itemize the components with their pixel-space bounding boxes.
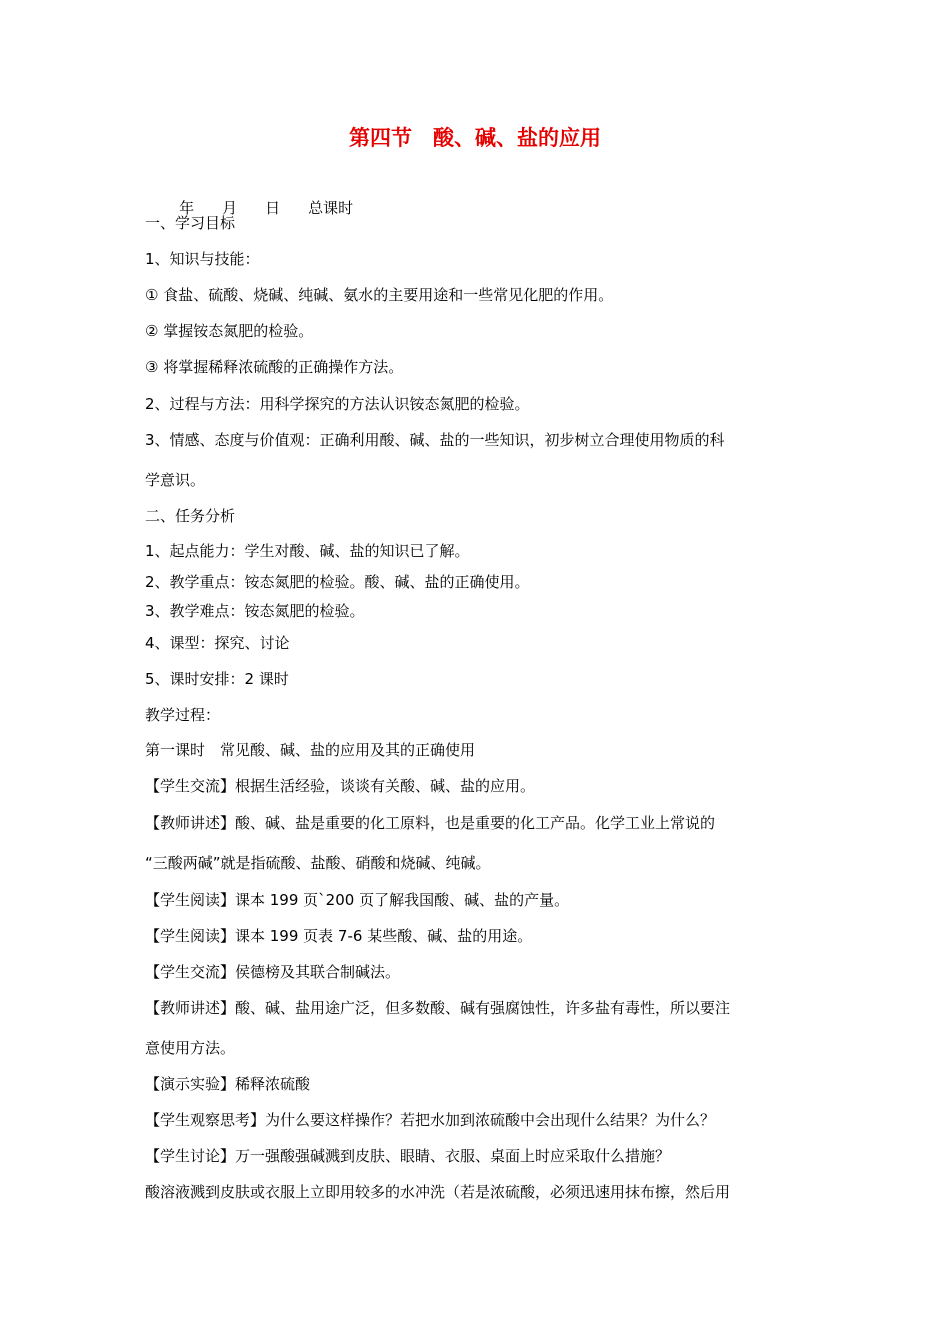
paragraph-line: 酸溶液溅到皮肤或衣服上立即用较多的水冲洗（若是浓硫酸，必须迅速用抹布擦，然后用: [145, 1183, 731, 1201]
paragraph-line: 2、过程与方法：用科学探究的方法认识铵态氮肥的检验。: [145, 395, 530, 413]
paragraph-line: 3、情感、态度与价值观：正确利用酸、碱、盐的一些知识，初步树立合理使用物质的科: [145, 431, 725, 449]
date-month-label: 月: [222, 199, 238, 217]
paragraph-line: ① 食盐、硫酸、烧碱、纯碱、氨水的主要用途和一些常见化肥的作用。: [145, 286, 614, 304]
paragraph-line: 【演示实验】稀释浓硫酸: [145, 1075, 311, 1093]
paragraph-line: 5、课时安排：2 课时: [145, 670, 289, 688]
paragraph-line: 【学生交流】根据生活经验，谈谈有关酸、碱、盐的应用。: [145, 777, 536, 795]
page-title: 第四节 酸、碱、盐的应用: [349, 126, 601, 150]
paragraph-line: 【教师讲述】酸、碱、盐是重要的化工原料，也是重要的化工产品。化学工业上常说的: [145, 814, 716, 832]
paragraph-line: 【学生交流】侯德榜及其联合制碱法。: [145, 963, 401, 981]
section-heading-objectives: 一、学习目标: [145, 214, 236, 232]
paragraph-line: 【学生阅读】课本 199 页`200 页了解我国酸、碱、盐的产量。: [145, 891, 570, 909]
paragraph-line: ③ 将掌握稀释浓硫酸的正确操作方法。: [145, 358, 404, 376]
paragraph-line: 【学生讨论】万一强酸强碱溅到皮肤、眼睛、衣服、桌面上时应采取什么措施？: [145, 1147, 671, 1165]
paragraph-line: 3、教学难点：铵态氮肥的检验。: [145, 602, 365, 620]
paragraph-line: ② 掌握铵态氮肥的检验。: [145, 322, 314, 340]
paragraph-line: 2、教学重点：铵态氮肥的检验。酸、碱、盐的正确使用。: [145, 573, 530, 591]
paragraph-line: 1、起点能力：学生对酸、碱、盐的知识已了解。: [145, 542, 470, 560]
date-year-label: 年: [179, 199, 195, 217]
paragraph-line: 【教师讲述】酸、碱、盐用途广泛，但多数酸、碱有强腐蚀性，许多盐有毒性，所以要注: [145, 999, 731, 1017]
paragraph-line: 学意识。: [145, 471, 206, 489]
paragraph-line: 4、课型：探究、讨论: [145, 634, 290, 652]
date-day-label: 日: [265, 199, 281, 217]
paragraph-line: 意使用方法。: [145, 1039, 236, 1057]
paragraph-line: 【学生观察思考】为什么要这样操作？若把水加到浓硫酸中会出现什么结果？为什么？: [145, 1111, 716, 1129]
paragraph-line: 【学生阅读】课本 199 页表 7-6 某些酸、碱、盐的用途。: [145, 927, 533, 945]
date-total-lessons-label: 总课时: [308, 199, 354, 217]
paragraph-line: 1、知识与技能：: [145, 250, 260, 268]
paragraph-line: 教学过程：: [145, 706, 221, 724]
section-heading-task-analysis: 二、任务分析: [145, 507, 236, 525]
paragraph-line: 第一课时 常见酸、碱、盐的应用及其的正确使用: [145, 741, 476, 759]
paragraph-line: “三酸两碱”就是指硫酸、盐酸、硝酸和烧碱、纯碱。: [145, 854, 491, 872]
